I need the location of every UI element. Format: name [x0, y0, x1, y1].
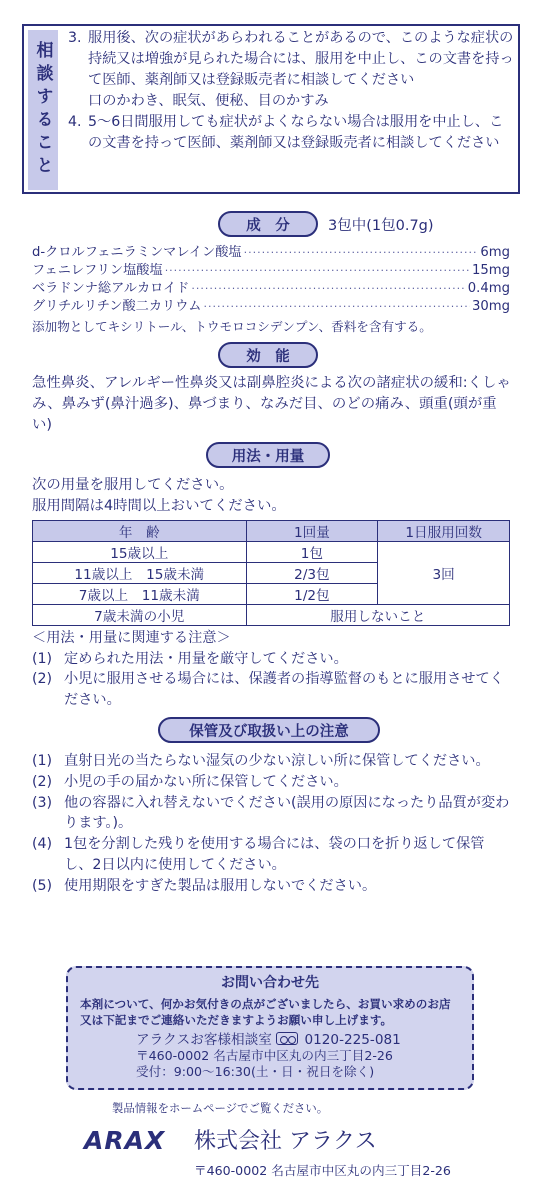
storage-list — [32, 751, 512, 897]
leader-dots — [203, 298, 470, 316]
item-text: 服用後、次の症状があらわれることがあるので、このような症状の持続又は増強が見られた場合には、服用を中止し、この文書を持って医師、薬剤師又は登録販売者に相談してください — [88, 30, 514, 88]
contact-details — [136, 1032, 472, 1080]
ingredient-value: 30mg — [472, 299, 510, 314]
header-once: 1回量 — [246, 521, 378, 542]
table-row — [33, 542, 510, 563]
note-item — [32, 649, 512, 670]
item-number: (5) — [32, 877, 53, 894]
cell-once: 服用しないこと — [246, 605, 509, 626]
cell-daily: 3回 — [378, 542, 510, 605]
leader-dots — [191, 280, 465, 298]
note-item — [32, 669, 512, 710]
notes-heading: ＜用法・用量に関連する注意＞ — [32, 630, 231, 646]
storage-item — [32, 876, 512, 897]
item-number: 3. — [68, 30, 82, 46]
storage-item — [32, 751, 512, 772]
cell-age: 15歳以上 — [33, 542, 247, 563]
consult-item-4 — [68, 112, 514, 154]
consult-label: 相談すること — [32, 41, 53, 179]
efficacy-text: 急性鼻炎、アレルギー性鼻炎又は副鼻腔炎による次の諸症状の緩和:くしゃみ、鼻みず(鼻汁過多)、鼻づまり、なみだ目、のどの痛み、頭重(頭が重い) — [32, 375, 511, 433]
header-age: 年 齢 — [33, 521, 247, 542]
ingredient-value: 15mg — [472, 263, 510, 278]
dosage-table — [32, 520, 510, 626]
company-logo: ARAX — [84, 1126, 166, 1155]
table-row — [33, 605, 510, 626]
item-text: 小児に服用させる場合には、保護者の指導監督のもとに服用させてください。 — [64, 671, 504, 708]
cell-age: 7歳未満の小児 — [33, 605, 247, 626]
ingredients-heading: 成 分 — [218, 211, 318, 237]
storage-heading: 保管及び取扱い上の注意 — [158, 717, 380, 743]
dosage-notes — [32, 628, 512, 710]
dosage-heading: 用法・用量 — [206, 442, 330, 468]
storage-item — [32, 772, 512, 793]
web-note: 製品情報をホームページでご覧ください。 — [112, 1101, 329, 1115]
item-number: (3) — [32, 794, 53, 811]
item-text: 小児の手の届かない所に保管してください。 — [64, 773, 348, 790]
ingredient-value: 0.4mg — [467, 281, 510, 296]
contact-body: 本剤について、何かお気付きの点がございましたら、お買い求めのお店又は下記までご連絡いただきますようお願い申し上げます。 — [80, 997, 451, 1027]
phone-number[interactable]: 0120-225-081 — [304, 1032, 401, 1048]
storage-item — [32, 834, 512, 876]
ingredient-name: ベラドンナ総アルカロイド — [32, 281, 190, 296]
contact-phone-line — [136, 1032, 472, 1048]
item-number: (2) — [32, 773, 53, 790]
leader-dots — [244, 244, 479, 262]
contact-hours: 受付：9:00〜16:30(土・日・祝日を除く) — [136, 1064, 375, 1079]
ingredients-per: 3包中(1包0.7g) — [328, 218, 434, 234]
cell-age: 7歳以上 11歳未満 — [33, 584, 247, 605]
ingredient-row — [32, 280, 510, 298]
company-address: 〒460-0002 名古屋市中区丸の内三丁目2-26 — [194, 1163, 451, 1178]
cell-once: 1包 — [246, 542, 378, 563]
item-text: 5〜6日間服用しても症状がよくならない場合は服用を中止し、この文書を持って医師、薬剤師又は登録販売者に相談してください — [88, 114, 504, 151]
item-text: 1包を分割した残りを使用する場合には、袋の口を折り返して保管し、2日以内に使用してください。 — [64, 836, 485, 873]
item-number: (1) — [32, 753, 53, 769]
item-number: (1) — [32, 650, 53, 667]
consult-item-3 — [68, 28, 514, 91]
item-number: (4) — [32, 836, 53, 853]
consult-section — [22, 24, 520, 194]
cell-once: 2/3包 — [246, 563, 378, 584]
item-number: 4. — [68, 114, 82, 130]
contact-address: 〒460-0002 名古屋市中区丸の内三丁目2-26 — [136, 1048, 393, 1063]
contact-title: お問い合わせ先 — [221, 975, 319, 991]
ingredient-name: フェニレフリン塩酸塩 — [32, 263, 163, 278]
company-name: 株式会社 アラクス — [194, 1129, 377, 1154]
cell-once: 1/2包 — [246, 584, 378, 605]
item-text: 他の容器に入れ替えないでください(誤用の原因になったり品質が変わります。)。 — [64, 794, 510, 832]
symptom-list: 口のかわき、眠気、便秘、目のかすみ — [88, 93, 329, 109]
additives-note: 添加物としてキシリトール、トウモロコシデンプン、香料を含有する。 — [32, 319, 432, 334]
storage-item — [32, 793, 512, 835]
item-text: 直射日光の当たらない湿気の少ない涼しい所に保管してください。 — [64, 753, 490, 769]
dosage-line-2: 服用間隔は4時間以上おいてください。 — [32, 498, 286, 514]
ingredient-row — [32, 262, 510, 280]
office-name: アラクスお客様相談室 — [136, 1032, 272, 1048]
ingredient-row — [32, 298, 510, 316]
table-header-row — [33, 521, 510, 542]
item-text: 使用期限をすぎた製品は服用しないでください。 — [64, 877, 377, 894]
ingredient-name: d-クロルフェニラミンマレイン酸塩 — [32, 245, 242, 260]
leader-dots — [165, 262, 470, 280]
ingredient-row — [32, 244, 510, 262]
contact-box — [66, 966, 474, 1090]
item-text: 定められた用法・用量を厳守してください。 — [64, 650, 348, 667]
cell-age: 11歳以上 15歳未満 — [33, 563, 247, 584]
consult-label-box — [28, 30, 58, 190]
header-daily: 1日服用回数 — [378, 521, 510, 542]
efficacy-heading: 効 能 — [218, 342, 318, 368]
consult-body — [68, 28, 514, 154]
ingredients-list — [32, 244, 510, 336]
ingredient-value: 6mg — [480, 245, 510, 260]
free-dial-icon — [276, 1032, 298, 1045]
dosage-line-1: 次の用量を服用してください。 — [32, 477, 234, 493]
ingredient-name: グリチルリチン酸二カリウム — [32, 299, 202, 314]
item-number: (2) — [32, 671, 53, 687]
